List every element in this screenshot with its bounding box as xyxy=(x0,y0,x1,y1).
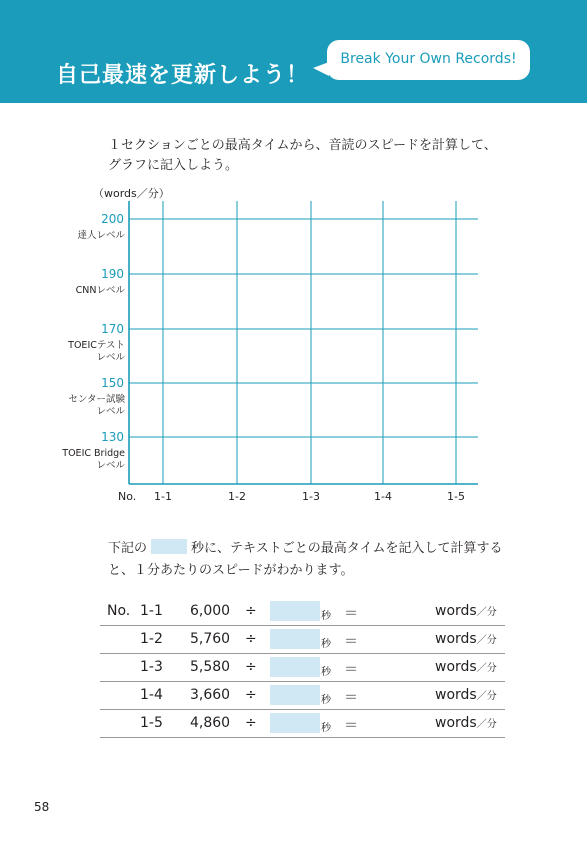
row-words: 6,000 xyxy=(190,603,231,619)
row-words: 5,580 xyxy=(190,659,231,675)
y-axis-label: （words／分） xyxy=(93,187,170,200)
equals-sign: ＝ xyxy=(344,662,358,678)
note-line-1 xyxy=(108,538,503,560)
divide-sign: ÷ xyxy=(245,715,257,731)
unit-words: words xyxy=(435,659,477,675)
unit-per: ／分 xyxy=(476,607,497,618)
unit-label xyxy=(435,659,497,675)
unit-label xyxy=(435,631,497,647)
unit-words: words xyxy=(435,715,477,731)
x-tick-label: 1-4 xyxy=(374,490,392,503)
note-line-2: と、１分あたりのスピードがわかります。 xyxy=(108,563,354,578)
seconds-input-box[interactable] xyxy=(270,713,320,733)
unit-label xyxy=(435,715,497,731)
seconds-label: 秒 xyxy=(321,723,331,734)
intro-line-1: １セクションごとの最高タイムから、音読のスピードを計算して、 xyxy=(108,138,497,153)
x-tick-label: 1-2 xyxy=(228,490,246,503)
x-tick-label: 1-3 xyxy=(302,490,320,503)
table-row xyxy=(100,598,505,626)
divide-sign: ÷ xyxy=(245,659,257,675)
page-number: 58 xyxy=(34,800,50,814)
table-row xyxy=(100,626,505,654)
x-tick-label: 1-1 xyxy=(154,490,172,503)
unit-words: words xyxy=(435,631,477,647)
seconds-input-box[interactable] xyxy=(270,601,320,621)
seconds-input-box[interactable] xyxy=(270,685,320,705)
unit-label xyxy=(435,603,497,619)
equals-sign: ＝ xyxy=(344,690,358,706)
y-tick-label: 190 xyxy=(101,267,124,281)
x-axis-prefix: No. xyxy=(118,490,137,503)
unit-words: words xyxy=(435,687,477,703)
row-words: 4,860 xyxy=(190,715,231,731)
note-line-1-b: 秒に、テキストごとの最高タイムを記入して計算する xyxy=(191,541,503,556)
level-label: 達人レベル xyxy=(77,230,125,241)
seconds-label: 秒 xyxy=(321,639,331,650)
level-label: CNNレベル xyxy=(75,285,125,296)
level-label: TOEIC Bridge xyxy=(62,448,125,459)
y-tick-label: 200 xyxy=(101,212,124,226)
table-row xyxy=(100,710,505,738)
no-label: No. xyxy=(107,603,131,619)
level-label: TOEICテスト xyxy=(68,340,125,351)
seconds-input-box[interactable] xyxy=(270,657,320,677)
speed-table xyxy=(100,598,505,738)
unit-per: ／分 xyxy=(476,663,497,674)
seconds-label: 秒 xyxy=(321,667,331,678)
note-line-1-a: 下記の xyxy=(108,541,148,556)
row-id: 1-1 xyxy=(140,603,163,619)
page-title: 自己最速を更新しよう！ xyxy=(56,63,310,88)
y-tick-label: 170 xyxy=(101,322,124,336)
seconds-label: 秒 xyxy=(321,611,331,622)
instruction-note xyxy=(108,538,503,582)
level-label: レベル xyxy=(96,460,125,471)
table-row xyxy=(100,654,505,682)
unit-per: ／分 xyxy=(476,719,497,730)
blank-seconds-box xyxy=(151,539,187,554)
row-id: 1-5 xyxy=(140,715,163,731)
row-id: 1-3 xyxy=(140,659,163,675)
level-label: レベル xyxy=(96,406,125,417)
y-tick-label: 150 xyxy=(101,376,124,390)
unit-per: ／分 xyxy=(476,691,497,702)
divide-sign: ÷ xyxy=(245,603,257,619)
intro-line-2: グラフに記入しよう。 xyxy=(108,158,239,173)
unit-words: words xyxy=(435,603,477,619)
y-tick-label: 130 xyxy=(101,430,124,444)
row-words: 3,660 xyxy=(190,687,231,703)
divide-sign: ÷ xyxy=(245,687,257,703)
x-tick-label: 1-5 xyxy=(447,490,465,503)
equals-sign: ＝ xyxy=(344,718,358,734)
row-id: 1-2 xyxy=(140,631,163,647)
row-id: 1-4 xyxy=(140,687,163,703)
divide-sign: ÷ xyxy=(245,631,257,647)
equals-sign: ＝ xyxy=(344,606,358,622)
equals-sign: ＝ xyxy=(344,634,358,650)
seconds-label: 秒 xyxy=(321,695,331,706)
seconds-input-box[interactable] xyxy=(270,629,320,649)
level-label: レベル xyxy=(96,352,125,363)
table-row xyxy=(100,682,505,710)
unit-label xyxy=(435,687,497,703)
unit-per: ／分 xyxy=(476,635,497,646)
speech-bubble-text: Break Your Own Records! xyxy=(340,51,517,67)
row-words: 5,760 xyxy=(190,631,231,647)
level-label: センター試験 xyxy=(68,394,125,405)
